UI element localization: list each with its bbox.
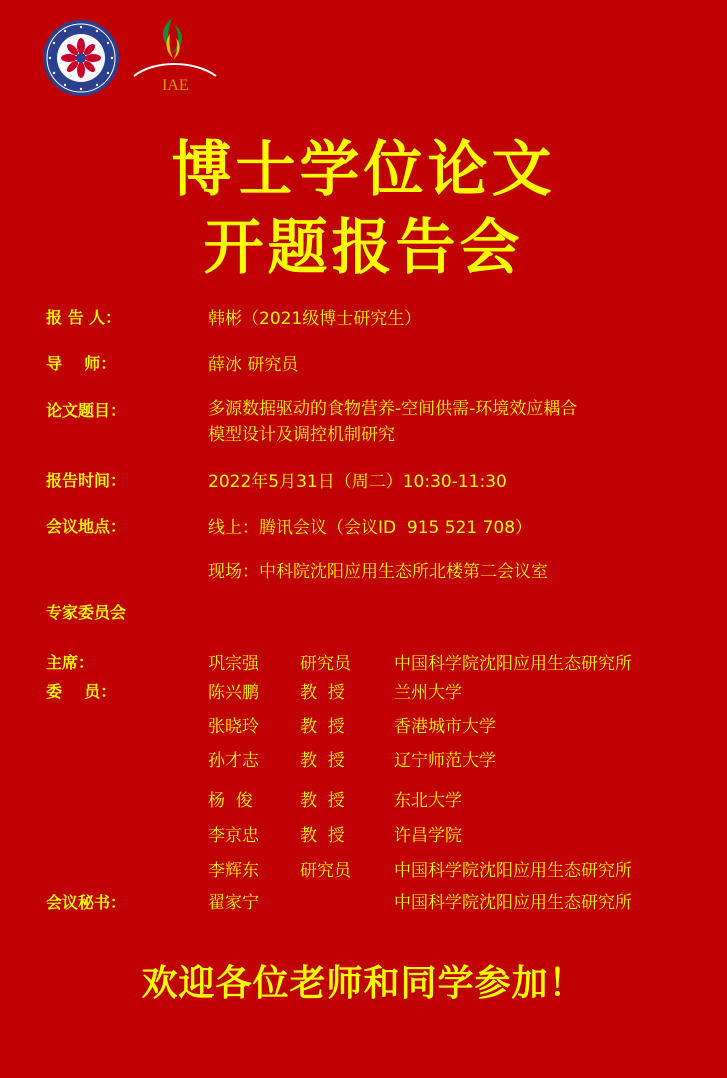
member-org: 许昌学院 bbox=[394, 826, 462, 846]
member-name: 李辉东 bbox=[208, 861, 259, 881]
committee-heading: 专家委员会 bbox=[46, 603, 127, 622]
member-name: 陈兴鹏 bbox=[208, 683, 259, 703]
chair-name: 巩宗强 bbox=[208, 654, 259, 674]
member-org: 中国科学院沈阳应用生态研究所 bbox=[394, 861, 632, 881]
cas-logo bbox=[42, 19, 120, 97]
reporter-label: 报 告 人： bbox=[46, 308, 122, 327]
thesis-title-line2: 模型设计及调控机制研究 bbox=[208, 425, 395, 445]
venue-onsite: 现场：中科院沈阳应用生态所北楼第二会议室 bbox=[208, 562, 548, 582]
secretary-org: 中国科学院沈阳应用生态研究所 bbox=[394, 893, 632, 913]
member-title: 研究员 bbox=[300, 861, 351, 881]
chair-label: 主席： bbox=[46, 653, 95, 672]
member-title: 教 授 bbox=[300, 791, 345, 811]
advisor-label: 导 师： bbox=[46, 354, 117, 373]
member-label: 委 员： bbox=[46, 682, 117, 701]
member-org: 东北大学 bbox=[394, 791, 462, 811]
member-name: 李京忠 bbox=[208, 826, 259, 846]
time-label: 报告时间： bbox=[46, 471, 127, 490]
member-name: 孙才志 bbox=[208, 751, 259, 771]
secretary-label: 会议秘书： bbox=[46, 893, 127, 912]
member-title: 教 授 bbox=[300, 717, 345, 737]
member-name: 杨 俊 bbox=[208, 791, 253, 811]
member-title: 教 授 bbox=[300, 683, 345, 703]
poster-title-line2: 开题报告会 bbox=[203, 213, 524, 283]
iae-logo bbox=[128, 14, 220, 94]
time-value: 2022年5月31日（周二）10:30-11:30 bbox=[208, 472, 507, 492]
svg-text:IAE: IAE bbox=[162, 77, 189, 94]
venue-online: 线上：腾讯会议（会议ID 915 521 708） bbox=[208, 518, 533, 538]
chair-title: 研究员 bbox=[300, 654, 351, 674]
venue-label: 会议地点： bbox=[46, 517, 127, 536]
chair-org: 中国科学院沈阳应用生态研究所 bbox=[394, 654, 632, 674]
member-title: 教 授 bbox=[300, 751, 345, 771]
thesis-title-line1: 多源数据驱动的食物营养-空间供需-环境效应耦合 bbox=[208, 399, 578, 419]
member-org: 辽宁师范大学 bbox=[394, 751, 496, 771]
member-title: 教 授 bbox=[300, 826, 345, 846]
thesis-label: 论文题目： bbox=[46, 401, 127, 420]
poster-title-line1: 博士学位论文 bbox=[171, 135, 556, 205]
secretary-name: 翟家宁 bbox=[208, 893, 259, 913]
member-name: 张晓玲 bbox=[208, 717, 259, 737]
reporter-value: 韩彬（2021级博士研究生） bbox=[208, 309, 422, 329]
member-org: 兰州大学 bbox=[394, 683, 462, 703]
advisor-value: 薛冰 研究员 bbox=[208, 355, 299, 375]
member-org: 香港城市大学 bbox=[394, 717, 496, 737]
welcome-message: 欢迎各位老师和同学参加！ bbox=[141, 963, 586, 1004]
